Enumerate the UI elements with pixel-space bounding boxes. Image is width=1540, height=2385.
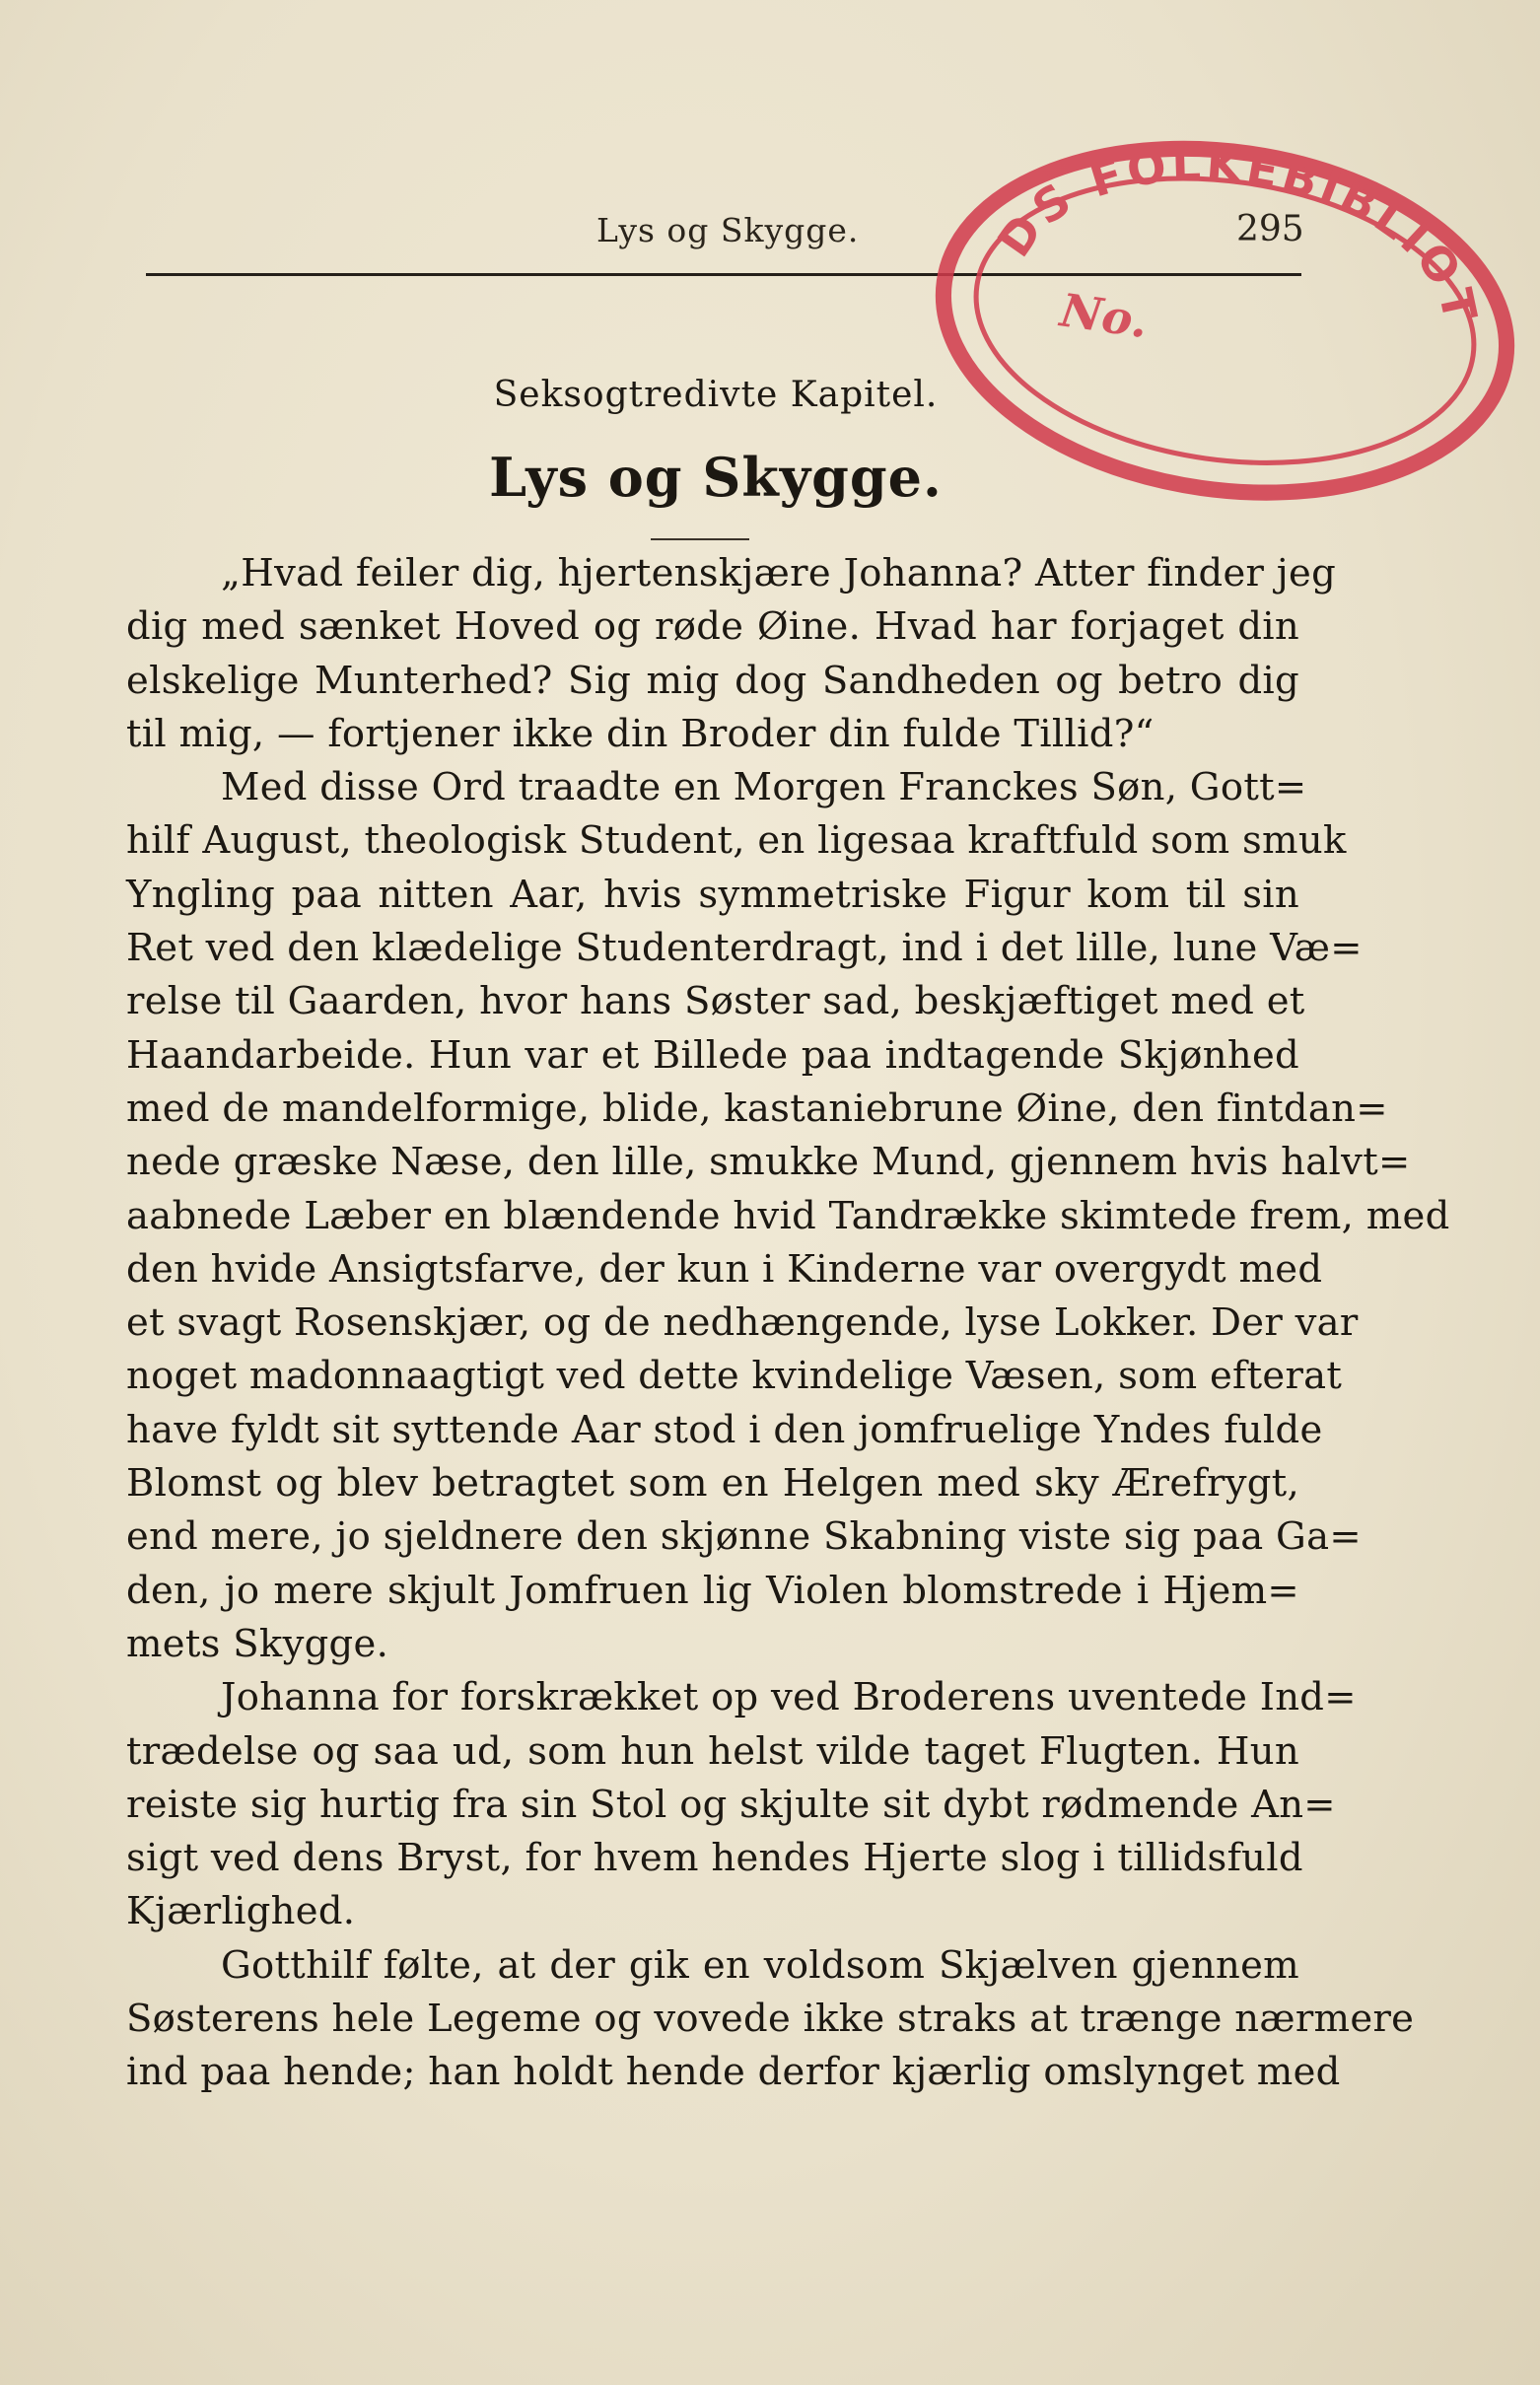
text-line: den, jo mere skjult Jomfruen lig Violen blomstrede i Hjem=: [126, 1568, 1299, 1613]
text-line: Blomst og blev betragtet som en Helgen med sky Ærefrygt,: [126, 1461, 1299, 1507]
running-title: Lys og Skygge.: [596, 211, 860, 249]
text-line: Johanna for forskrækket op ved Broderens uventede Ind=: [221, 1675, 1357, 1720]
text-line: mets Skygge.: [126, 1621, 389, 1666]
text-line: have fyldt sit syttende Aar stod i den jomfruelige Yndes fulde: [126, 1407, 1323, 1452]
text-line: Med disse Ord traadte en Morgen Franckes Søn, Gott=: [221, 765, 1307, 810]
chapter-title: Lys og Skygge.: [489, 446, 943, 509]
body-text: [126, 547, 1450, 2100]
text-line: end mere, jo sjeldnere den skjønne Skabning viste sig paa Ga=: [126, 1514, 1362, 1560]
text-line: reiste sig hurtig fra sin Stol og skjulte sit dybt rødmende An=: [126, 1782, 1336, 1827]
text-line: Kjærlighed.: [126, 1889, 356, 1934]
text-line: Yngling paa nitten Aar, hvis symmetriske Figur kom til sin: [126, 872, 1299, 917]
text-line: elskelige Munterhed? Sig mig dog Sandheden og betro dig: [126, 658, 1299, 703]
text-line: Haandarbeide. Hun var et Billede paa indtagende Skjønhed: [126, 1032, 1299, 1078]
text-line: Søsterens hele Legeme og vovede ikke straks at trænge nærmere: [126, 1997, 1415, 2042]
stamp-arc-text: BODS FOLKEBIBLIOTEK: [987, 137, 1489, 330]
text-line: noget madonnaagtigt ved dette kvindelige Væsen, som efterat: [126, 1354, 1343, 1399]
text-line: Ret ved den klædelige Studenterdragt, ind i det lille, lune Væ=: [126, 926, 1363, 971]
stamp-number-label: No.: [1057, 282, 1152, 349]
chapter-number: Seksogtredivte Kapitel.: [493, 375, 939, 415]
text-line: aabnede Læber en blændende hvid Tandrække skimtede frem, med: [126, 1193, 1450, 1238]
text-line: Gotthilf følte, at der gik en voldsom Skjælven gjennem: [221, 1942, 1299, 1988]
text-line: et svagt Rosenskjær, og de nedhængende, lyse Lokker. Der var: [126, 1300, 1359, 1346]
text-line: „Hvad feiler dig, hjertenskjære Johanna? Atter finder jeg: [221, 551, 1337, 596]
text-line: nede græske Næse, den lille, smukke Mund, gjennem hvis halvt=: [126, 1140, 1411, 1185]
text-line: hilf August, theologisk Student, en ligesaa kraftfuld som smuk: [126, 818, 1347, 864]
text-line: ind paa hende; han holdt hende derfor kjærlig omslynget med: [126, 2050, 1341, 2095]
text-line: sigt ved dens Bryst, for hvem hendes Hjerte slog i tillidsfuld: [126, 1836, 1303, 1881]
text-line: dig med sænket Hoved og røde Øine. Hvad har forjaget din: [126, 604, 1299, 650]
title-rule: [651, 538, 749, 540]
page-number: 295: [1236, 209, 1304, 249]
text-line: den hvide Ansigtsfarve, der kun i Kinderne var overgydt med: [126, 1246, 1323, 1292]
text-line: til mig, — fortjener ikke din Broder din fulde Tillid?“: [126, 711, 1155, 756]
text-line: relse til Gaarden, hvor hans Søster sad, beskjæftiget med et: [126, 979, 1305, 1024]
text-line: med de mandelformige, blide, kastaniebrune Øine, den fintdan=: [126, 1086, 1388, 1131]
text-line: trædelse og saa ud, som hun helst vilde taget Flugten. Hun: [126, 1728, 1299, 1774]
